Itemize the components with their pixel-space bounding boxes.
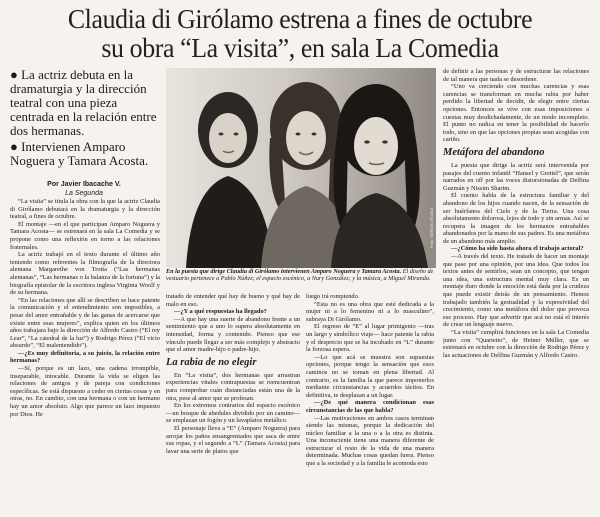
paragraph: La actriz trabajó en el texto durante el último año teniendo como referentes la filmografía de la directora alemana Margarethe von Trotta (“Las hermanas alemanas”, “Las hermanas o la balanza de la fortuna”) y la biografía epistolar de la escritora inglesa Virginia Woolf y de su hermana.: [10, 251, 160, 297]
paragraph: “La visita” se titula la obra con la que la actriz Claudia di Girólamo debutará en la dramaturgia y la dirección teatral, a fines de octubre.: [10, 198, 160, 221]
paragraph: “La visita” cumplirá funciones en la sala La Comedia junto con “Quartetto”, de Heiner Müller, que se estrenará en octubre con la dirección de Rodrigo Pérez y las actuaciones de Delfina Guzmán y Alfredo Castro.: [443, 329, 589, 359]
headline-line-2: su obra “La visita”, en sala La Comedia: [101, 32, 499, 63]
paragraph: de definir a las personas y de estructurar las relaciones de tal manera que nada se desordene.: [443, 68, 589, 83]
byline-source: La Segunda: [65, 190, 103, 197]
paragraph: La puesta que dirige la actriz será intervenida por pasajes del cuento infantil “Hansel y Grettel”, que serán narrados en off por las voces distorsionadas de Delfina Guzmán y Nissim Sharim.: [443, 161, 589, 192]
paragraph: En los extremos contrarios del espacio escénico —un bosque de abedules dividido por un camino— se emplazan un fogón y un lavaplatos metálico.: [166, 402, 300, 425]
byline: [10, 180, 158, 198]
paragraph: —A través del texto. He tratado de hacer un montaje que pase por una opinión, por una idea. Que todos los textos antes de sentirlos, sean un concepto, que tengan una idea, una estructura mental muy clara. Es un montaje duro donde la emoción está dada por la crudeza que puede existir detrás de un pensamiento. Hemos trabajado también la gestualidad y la expresividad del crecimiento, como una metáfora del dolor que provoca ese proceso. Hay que advertir que acá no está el interés de crear un lenguaje nuevo.: [443, 253, 589, 329]
paragraph: El montaje —en el que participan Amparo Noguera y Tamara Acosta— se estrenará en la sala La Comedia y se propone como una reflexión en torno a las relaciones fraternales.: [10, 220, 160, 251]
paragraph: —Las motivaciones en ambos casos terminan siendo las mismas, porque la dedicación del núcleo familiar a la una o a la otra es distinta. Una inconsciente tiene una manera diferente de estructurar el resto de la vida de una manera determinada. Muchas cosas quedan fuera. Pienso que a la sociedad y a la familia le acomoda esto: [306, 414, 434, 468]
headline: [26, 4, 575, 62]
deck: [10, 68, 160, 170]
headline-line-1: Claudia di Girólamo estrena a fines de octubre: [67, 3, 533, 34]
paragraph: “Esta no es una obra que esté dedicada a la mujer ni a lo femenino ni a lo masculino”, subraya Di Girólamo.: [306, 300, 434, 323]
photo-credit: Foto: SERGIO ROJAS: [429, 207, 434, 248]
paragraph: —A que hay una suerte de abandono frente a un sentimiento que a uno lo supera absolutamente en intensidad, forma y contenido. Pienso que ese vínculo puede llegar a ser más complejo y abstracto que el amor madre-hijo o padre-hijo.: [166, 315, 300, 354]
interview-question: —¿Es muy definitoria, a su juicio, la relación entre hermanas?: [10, 349, 160, 365]
article-column-3: [306, 293, 434, 511]
paragraph: —Lo que acá se muestra son supuestas opciones, porque tengo la sensación que esos caminos no se toman en plena libertad. Al contrario, es la familia la que parece imponerlos mediante circunstancias y acuerdos tácitos. En definitiva, te desplazan a un lugar.: [306, 353, 434, 399]
article-column-1: [10, 198, 160, 510]
paragraph: “En las relaciones que allí se describen se hace patente la comunicación y el entendimiento son imposibles, a pesar del amor entrañable y de las ganas de acercarse que existe entre esas mujeres”, explica quien en los últimos años trabajara bajo la dirección de Alfredo Castro (“El rey Lear”, “La catedral de la luz”) y Rodrigo Pérez (“El vicio absurdo”, “El malentendido”).: [10, 296, 160, 350]
caption-rest: El diseño de vestuario pertenece a Pablo Núñez; el espacio escénico, a Nury González; y la música, a Miguel Miranda.: [166, 268, 434, 283]
cast-photo-image: [166, 68, 436, 268]
paragraph: “Uno va creciendo con muchas carencias y esas carencias se transforman en mucha rabia por haber perdido la libertad de decidir, de elegir entre ciertas opciones. Entonces se vive con esas imposiciones a cuestas muy desdichadamente, de un modo incompleto. El punto no radica en tener la posibilidad de hacerlo todo, sino en que las opciones propias sean acogidas con cariño.: [443, 83, 589, 144]
interview-question: —¿Cómo ha sido hasta ahora el trabajo actoral?: [451, 245, 584, 253]
byline-author: Por Javier Ibacache V.: [47, 181, 121, 188]
paragraph: En “La visita”, dos hermanas que arrastran experiencias vitales contrapuestas se reencuentran para comprobar cuán distanciadas están una de la otra, pese al amor que se profesan.: [166, 371, 300, 402]
paragraph: tratado de entender qué hay de bueno y qué hay de malo en eso.: [166, 293, 300, 308]
interview-question: —¿De qué manera condicionan esas circunstancias de las que habla?: [306, 399, 434, 414]
paragraph: El cuento habla de la estructura familiar y del abandono de los hijos cuando nacen, de la sensación de ser huérfanos del Cielo y de la Tierra. Una cosa absolutamente dolorosa, lejos de todo y sin armas. Así se recupera la imagen de los hermanos entrañables abandonados por la mano de sus padres. Es una metáfora de un abandono más amplio.: [443, 192, 589, 245]
paragraph: luego irá rompiendo.: [306, 293, 360, 300]
paragraph: El regreso de “E” al lugar primigenio —tras un largo y simbólico viaje— hace patente la rabia y el desprecio que se ha incubado en “L” durante la forzosa espera.: [306, 323, 434, 354]
paragraph: —Sí, porque es un lazo, una cadena irrompible, inseparable, intocable. Durante la vida se eligen las relaciones de amigos y de pareja con condiciones específicas. Se está dispuesto a ceder en ciertas cosas y en otras, no. En cambio, con una hermana o con un hermano hay un amor absoluto. Algo que parece un lazo impuesto por Dios. He: [10, 365, 160, 418]
subheading-rabia: La rabia de no elegir: [166, 356, 257, 368]
subheading-metafora: Metáfora del abandono: [443, 146, 545, 158]
deck-point-1: ● La actriz debuta en la dramaturgia y la dirección teatral con una pieza centrada en la relación entre dos hermanas.: [10, 67, 157, 138]
paragraph: El personaje lleva a “E” (Amparo Noguera) para arrojar los paños ensangrentados que saca de entre sus ropas, y el segundo a “L” (Tamara Acosta) para lavar una serie de platos que: [166, 424, 300, 455]
interview-question: —¿Y a qué respuestas ha llegado?: [174, 308, 267, 316]
photo-caption: [166, 268, 436, 283]
deck-point-2: ● Intervienen Amparo Noguera y Tamara Acosta.: [10, 139, 149, 168]
article-column-4: [443, 68, 589, 512]
article-column-2: [166, 293, 300, 511]
caption-lead: En la puesta que dirige Claudia di Girólamo intervienen Amparo Noguera y Tamara Acosta.: [166, 268, 402, 275]
cast-photo: [166, 68, 436, 268]
